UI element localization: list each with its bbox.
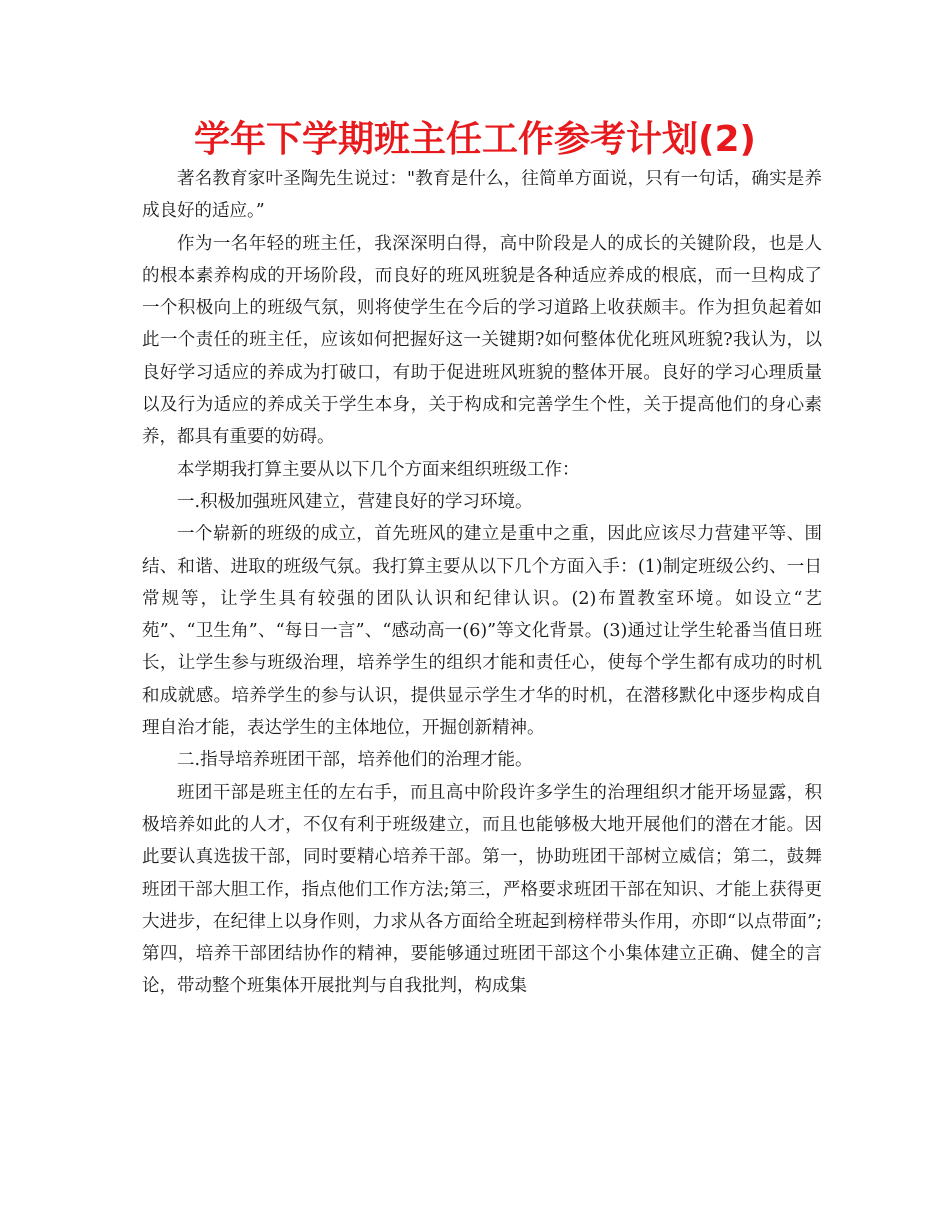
paragraph-quote: 著名教育家叶圣陶先生说过："教育是什么，往简单方面说，只有一句话，确实是养成良好的适应。” bbox=[142, 169, 822, 222]
document-body bbox=[142, 163, 822, 1003]
document-title: 学年下学期班主任工作参考计划(2) bbox=[194, 119, 756, 160]
section-heading-1: 一.积极加强班风建立，营建良好的学习环境。 bbox=[177, 491, 533, 512]
paragraph-section-1: 一个崭新的班级的成立，首先班风的建立是重中之重，因此应该尽力营建平等、围结、和谐、进取的班级气氛。我打算主要从以下几个方面入手：(1)制定班级公约、一日常规等，让学生具有较强的团队认识和纪律认识。(2)布置教室环境。如设立“艺苑”、“卫生角”、“每日一言”、“感动高一(6)”等文化背景。(3)通过让学生轮番当值日班长，让学生参与班级治理，培养学生的组织才能和责任心，使每个学生都有成功的时机和成就感。培养学生的参与认识，提供显示学生才华的时机，在潜移默化中逐步构成自理自治才能，表达学生的主体地位，开掘创新精神。 bbox=[142, 524, 822, 739]
paragraph-section-2: 班团干部是班主任的左右手，而且高中阶段许多学生的治理组织才能开场显露，积极培养如此的人才，不仅有利于班级建立，而且也能够极大地开展他们的潜在才能。因此要认真选拔干部，同时要精心培养干部。第一，协助班团干部树立威信；第二，鼓舞班团干部大胆工作，指点他们工作方法;第三，严格要求班团干部在知识、才能上获得更大进步，在纪律上以身作则，力求从各方面给全班起到榜样带头作用，亦即“以点带面”;第四，培养干部团结协作的精神，要能够通过班团干部这个小集体建立正确、健全的言论，带动整个班集体开展批判与自我批判，构成集 bbox=[142, 782, 822, 997]
paragraph-plan-overview: 本学期我打算主要从以下几个方面来组织班级工作： bbox=[177, 459, 580, 480]
section-heading-2: 二.指导培养班团干部，培养他们的治理才能。 bbox=[177, 750, 533, 771]
paragraph-intro: 作为一名年轻的班主任，我深深明白得，高中阶段是人的成长的关键阶段，也是人的根本素养构成的开场阶段，而良好的班风班貌是各种适应养成的根底，而一旦构成了一个积极向上的班级气氛，则将使学生在今后的学习道路上收获颇丰。作为担负起着如此一个责任的班主任，应该如何把握好这一关键期?如何整体优化班风班貌?我认为，以良好学习适应的养成为打破口，有助于促进班风班貌的整体开展。良好的学习心理质量以及行为适应的养成关于学生本身，关于构成和完善学生个性，关于提高他们的身心素养，都具有重要的妨碍。 bbox=[142, 233, 822, 448]
